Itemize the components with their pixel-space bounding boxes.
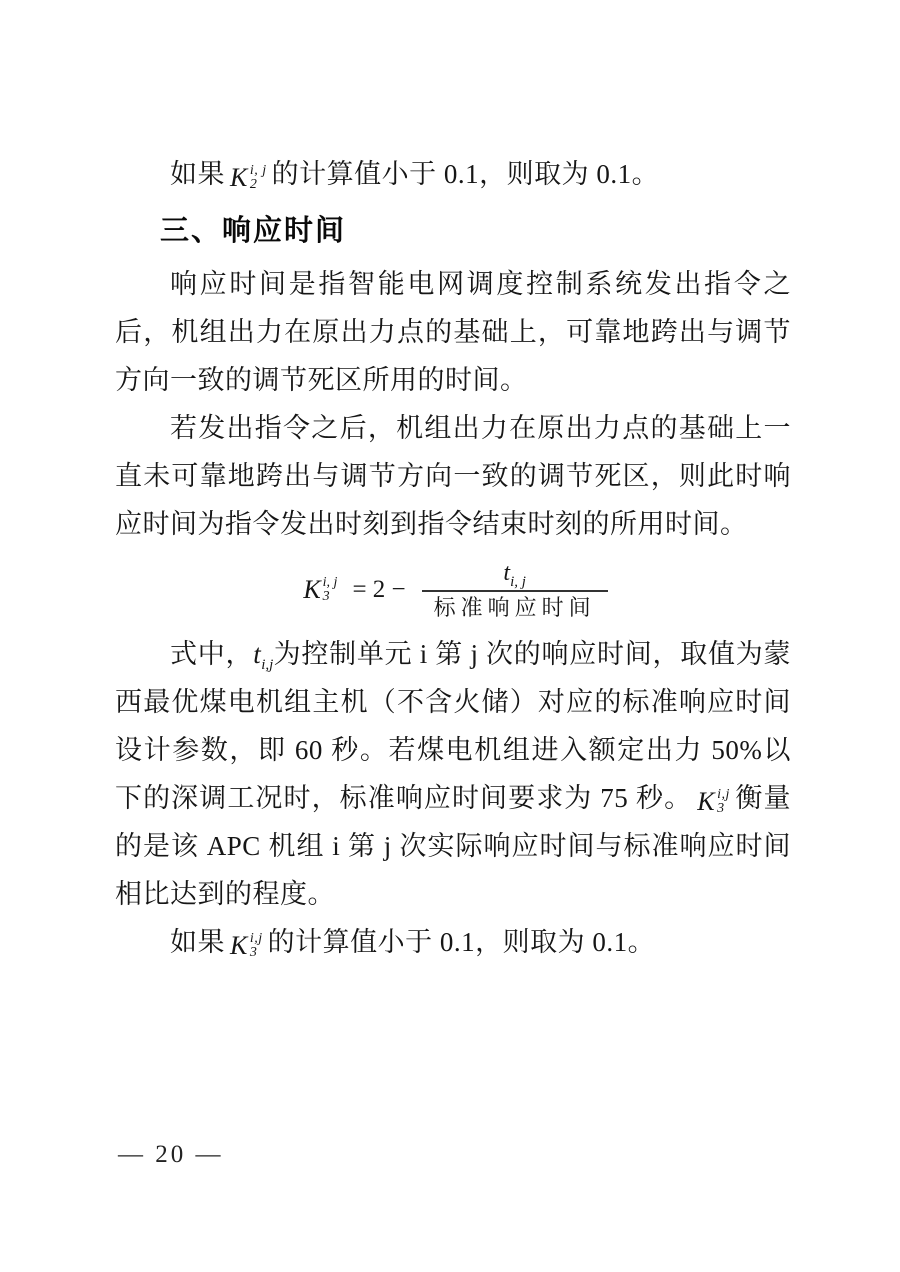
k3-symbol <box>230 932 263 960</box>
formula-k3-symbol <box>303 576 337 604</box>
explain-k3-subscript: 3 <box>717 801 725 816</box>
k3-symbol-base: K <box>230 931 248 960</box>
explain-k3-scripts <box>717 788 730 816</box>
explain-prefix: 式中， <box>170 639 254 669</box>
formula-k3-superscript: i, j <box>322 575 338 590</box>
k3-rule-suffix: 的计算值小于 0.1，则取为 0.1。 <box>267 927 656 957</box>
k2-symbol-scripts <box>250 164 267 192</box>
k2-rule-prefix: 如果 <box>170 159 225 189</box>
explain-middle: 为控制单元 i 第 j 次的响应时间，取值为蒙西最优煤电机组主机（不含火储）对应的标准响应时间设计参数，即 60 秒。若煤电机组进入额定出力 50%以下的深调工况时，标准响应时间要求为 75 秒。 <box>115 639 791 813</box>
formula-numerator-subscript: i, j <box>510 574 526 590</box>
k2-symbol-superscript: i, j <box>249 163 267 178</box>
section-heading-response-time: 三、响应时间 <box>160 215 347 247</box>
formula-numerator <box>503 558 526 590</box>
k2-symbol-base: K <box>230 163 248 192</box>
explain-k3-base: K <box>697 787 716 816</box>
formula-k3-scripts <box>323 576 338 604</box>
paragraph-k3-rule <box>115 918 791 966</box>
k2-symbol-subscript: 2 <box>249 177 258 192</box>
page-number: — 20 — <box>118 1141 224 1168</box>
explain-k3-symbol <box>697 788 730 816</box>
paragraph-k2-rule <box>115 150 791 198</box>
explain-suffix: 衡量的是该 APC 机组 i 第 j 次实际响应时间与标准响应时间相比达到的程度。 <box>115 783 792 909</box>
k3-symbol-subscript: 3 <box>249 945 258 960</box>
paragraph-no-crossing-case: 若发出指令之后，机组出力在原出力点的基础上一直未可靠地跨出与调节方向一致的调节死区，则此时响应时间为指令发出时刻到指令结束时刻的所用时间。 <box>115 413 791 539</box>
paragraph-formula-explanation <box>115 630 791 918</box>
k3-symbol-superscript: i,j <box>249 931 263 946</box>
explain-t-subscript: i,j <box>261 657 274 673</box>
paragraph-response-definition: 响应时间是指智能电网调度控制系统发出指令之后，机组出力在原出力点的基础上，可靠地跨出与调节方向一致的调节死区所用的时间。 <box>115 269 791 395</box>
formula-k3-subscript: 3 <box>322 589 330 604</box>
formula-numerator-t: t <box>503 560 511 586</box>
formula-k3 <box>115 558 791 622</box>
explain-t-symbol: t <box>253 639 262 669</box>
formula-equals-part: = 2 − <box>352 576 406 603</box>
k3-rule-prefix: 如果 <box>170 927 225 957</box>
formula-k3-base: K <box>303 575 321 604</box>
k3-symbol-scripts <box>250 932 263 960</box>
formula-denominator: 标准响应时间 <box>422 590 608 622</box>
formula-fraction <box>422 558 608 622</box>
document-content <box>115 150 791 966</box>
k2-symbol <box>230 164 267 192</box>
k2-rule-suffix: 的计算值小于 0.1，则取为 0.1。 <box>271 159 660 189</box>
explain-k3-superscript: i,j <box>717 787 730 802</box>
